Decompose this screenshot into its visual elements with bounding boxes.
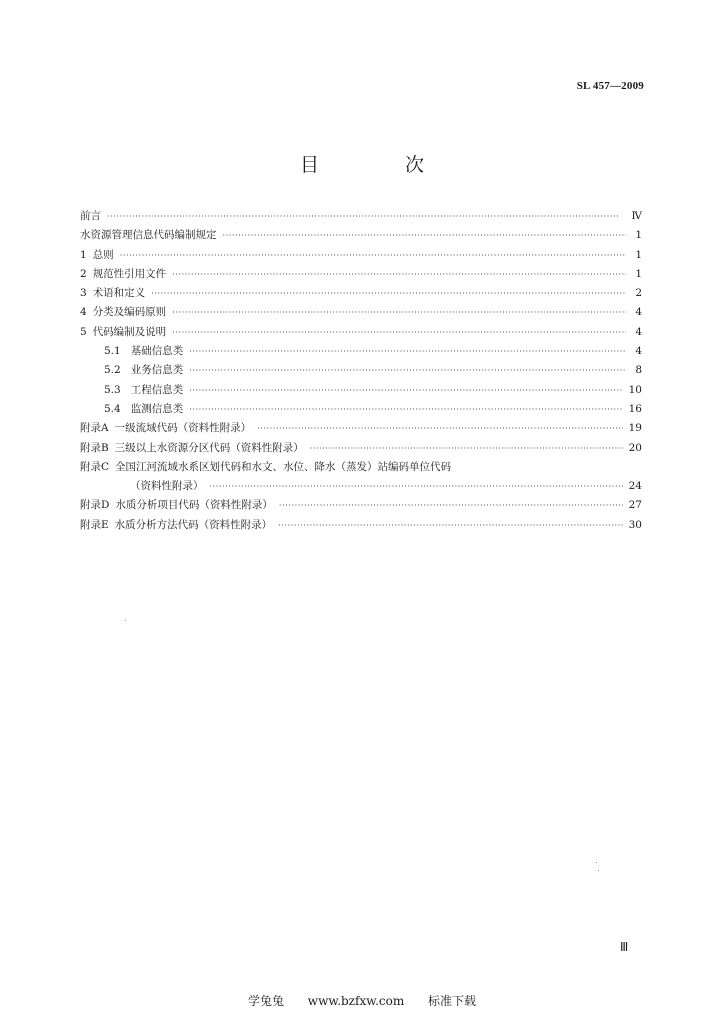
toc-entry-number: 5.2 [104,364,121,377]
footer [0,992,724,1009]
toc-entry-number: 5.4 [104,402,121,415]
toc-entry[interactable] [80,362,642,381]
toc-entry[interactable] [80,304,642,323]
toc-entry-label: 全国江河流域水系区划代码和水文、水位、降水（蒸发）站编码单位代码 [115,460,452,473]
toc-entry[interactable] [80,285,642,304]
toc-entry-page: 16 [628,402,642,415]
toc-leader-dots [223,231,627,240]
page-number: Ⅲ [620,940,629,954]
toc-entry-label: 监测信息类 [130,402,184,415]
toc-entry[interactable] [80,324,642,343]
page-title: 目 次 [299,154,465,176]
toc-entry-label: （资料性附录） [130,480,204,493]
toc-entry-page: 4 [635,325,642,338]
toc-entry[interactable] [80,208,642,227]
toc-entry-number: 3 [80,287,87,300]
toc-entry[interactable] [80,459,642,478]
toc-entry-page: 27 [628,499,642,512]
toc-leader-dots [172,308,626,317]
toc-entry-label: 三级以上水资源分区代码（资料性附录） [114,441,304,454]
toc-entry-label: 水质分析方法代码（资料性附录） [114,518,273,531]
toc-leader-dots [172,328,626,337]
toc-entry-label: 水资源管理信息代码编制规定 [80,229,217,242]
standard-code: SL 457—2009 [576,80,644,92]
toc-entry-page: 20 [628,441,642,454]
toc-entry-number: 5.3 [104,383,121,396]
toc-entry-label: 基础信息类 [130,345,184,358]
toc-entry-page: 24 [628,480,642,493]
toc-entry-page: 8 [635,364,642,377]
toc-entry-page: 30 [628,518,642,531]
toc-leader-dots [278,521,622,530]
toc-entry-number: 附录D [80,499,110,512]
toc-entry-number: 4 [80,306,87,319]
toc-entry-page: 19 [628,422,642,435]
toc-entry-page: 1 [635,267,642,280]
toc-entry-number: 5 [80,325,87,338]
toc-entry-label: 分类及编码原则 [92,306,167,319]
toc-leader-dots [189,347,626,356]
toc-leader-dots [151,289,626,298]
toc-leader-dots [189,386,622,395]
toc-entry[interactable] [80,247,642,266]
toc-entry-number: 附录E [80,518,109,531]
toc-entry-label: 工程信息类 [130,383,184,396]
footer-site-url[interactable]: www.bzfxw.com [307,994,405,1008]
toc-entry-number: 2 [80,267,87,280]
toc-leader-dots [310,444,623,453]
toc-entry-number: 5.1 [104,345,121,358]
toc-entry-page: Ⅳ [631,210,642,222]
toc-entry-page: 2 [635,287,642,300]
toc-entry[interactable] [80,401,642,420]
table-of-contents [80,208,642,536]
toc-leader-dots [210,482,623,491]
toc-leader-dots [189,366,626,375]
toc-entry[interactable] [80,497,642,516]
toc-leader-dots [107,212,626,221]
toc-entry-label: 水质分析项目代码（资料性附录） [115,499,273,512]
toc-leader-dots [257,424,623,433]
toc-entry-label: 规范性引用文件 [92,267,167,280]
toc-leader-dots [279,501,623,510]
toc-leader-dots [189,405,622,414]
toc-entry[interactable] [80,266,642,285]
toc-entry-page: 4 [635,306,642,319]
footer-slogan: 标准下载 [428,994,477,1008]
toc-entry-label: 前言 [80,210,101,222]
toc-entry-label: 业务信息类 [130,364,184,377]
toc-entry-page: 10 [628,383,642,396]
toc-entry[interactable] [80,517,642,536]
toc-entry[interactable] [80,420,642,439]
toc-entry-label: 一级流域代码（资料性附录） [114,422,252,435]
toc-entry-page: 1 [635,229,642,242]
toc-entry-label: 代码编制及说明 [92,325,167,338]
toc-entry-number: 附录B [80,441,109,454]
toc-entry-number: 1 [80,248,87,261]
toc-entry[interactable] [80,382,642,401]
toc-entry-page: 1 [635,248,642,261]
toc-entry-number: 附录C [80,460,110,473]
toc-entry-page: 4 [635,345,642,358]
toc-entry[interactable] [80,440,642,459]
toc-entry-label: 总则 [92,248,114,261]
toc-entry[interactable] [80,227,642,246]
toc-entry[interactable] [80,343,642,362]
footer-site-name: 学兔兔 [247,994,284,1008]
toc-entry-label: 术语和定义 [92,287,146,300]
toc-leader-dots [172,270,626,279]
toc-entry[interactable] [80,478,642,497]
toc-leader-dots [120,251,626,260]
toc-entry-number: 附录A [80,422,109,435]
